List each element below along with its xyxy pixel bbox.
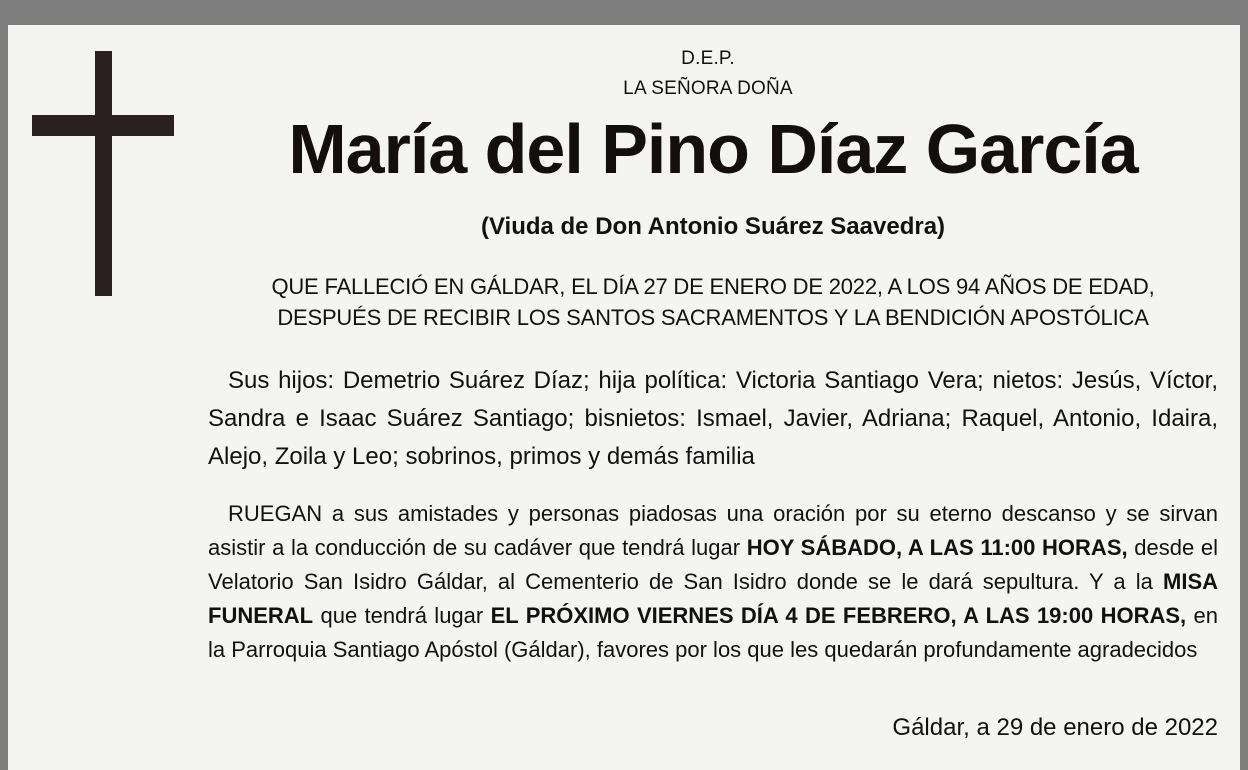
prayer-time-today: HOY SÁBADO, A LAS 11:00 HORAS, <box>746 535 1128 560</box>
announcement-line-2: DESPUÉS DE RECIBIR LOS SANTOS SACRAMENTOS Y LA BENDICIÓN APOSTÓLICA <box>277 305 1149 330</box>
prayer-text-2: desde el Velatorio San Isidro Gáldar, al Cementerio de San Isidro donde se le dará sepultura. Y a la <box>208 535 1218 594</box>
death-announcement <box>208 271 1218 333</box>
honorific-label: LA SEÑORA DOÑA <box>623 78 793 99</box>
family-paragraph: Sus hijos: Demetrio Suárez Díaz; hija política: Victoria Santiago Vera; nietos: Jesús, Víctor, Sandra e Isaac Suárez Santiago; bisnietos: Ismael, Javier, Adriana; Raquel, Antonio, Idaira, Alejo, Zoila y Leo; sobrinos, primos y demás familia <box>208 367 1218 470</box>
funeral-date-time: EL PRÓXIMO VIERNES DÍA 4 DE FEBRERO, A LAS 19:00 HORAS, <box>490 603 1187 628</box>
deceased-name: María del Pino Díaz García <box>288 110 1138 188</box>
prayer-text-1: RUEGAN a sus amistades y personas piadosas una oración por su eterno descanso y se sirvan asistir a la conducción de su cadáver que tendrá lugar <box>208 501 1218 560</box>
dep-label: D.E.P. <box>681 48 735 69</box>
cross-icon <box>95 51 112 296</box>
place-date-signature: Gáldar, a 29 de enero de 2022 <box>892 714 1218 741</box>
prayer-text-3: que tendrá lugar <box>313 603 491 628</box>
announcement-line-1: QUE FALLECIÓ EN GÁLDAR, EL DÍA 27 DE ENERO DE 2022, A LOS 94 AÑOS DE EDAD, <box>271 274 1155 299</box>
widow-subtitle: (Viuda de Don Antonio Suárez Saavedra) <box>480 213 946 240</box>
prayer-text-4: en la Parroquia Santiago Apóstol (Gáldar), favores por los que les quedarán profundamente agradecidos <box>208 603 1218 662</box>
misa-funeral-label: MISA FUNERAL <box>208 569 1218 628</box>
prayer-paragraph <box>208 497 1218 667</box>
obituary-card <box>8 25 1240 770</box>
cross-icon-arm <box>32 115 174 136</box>
